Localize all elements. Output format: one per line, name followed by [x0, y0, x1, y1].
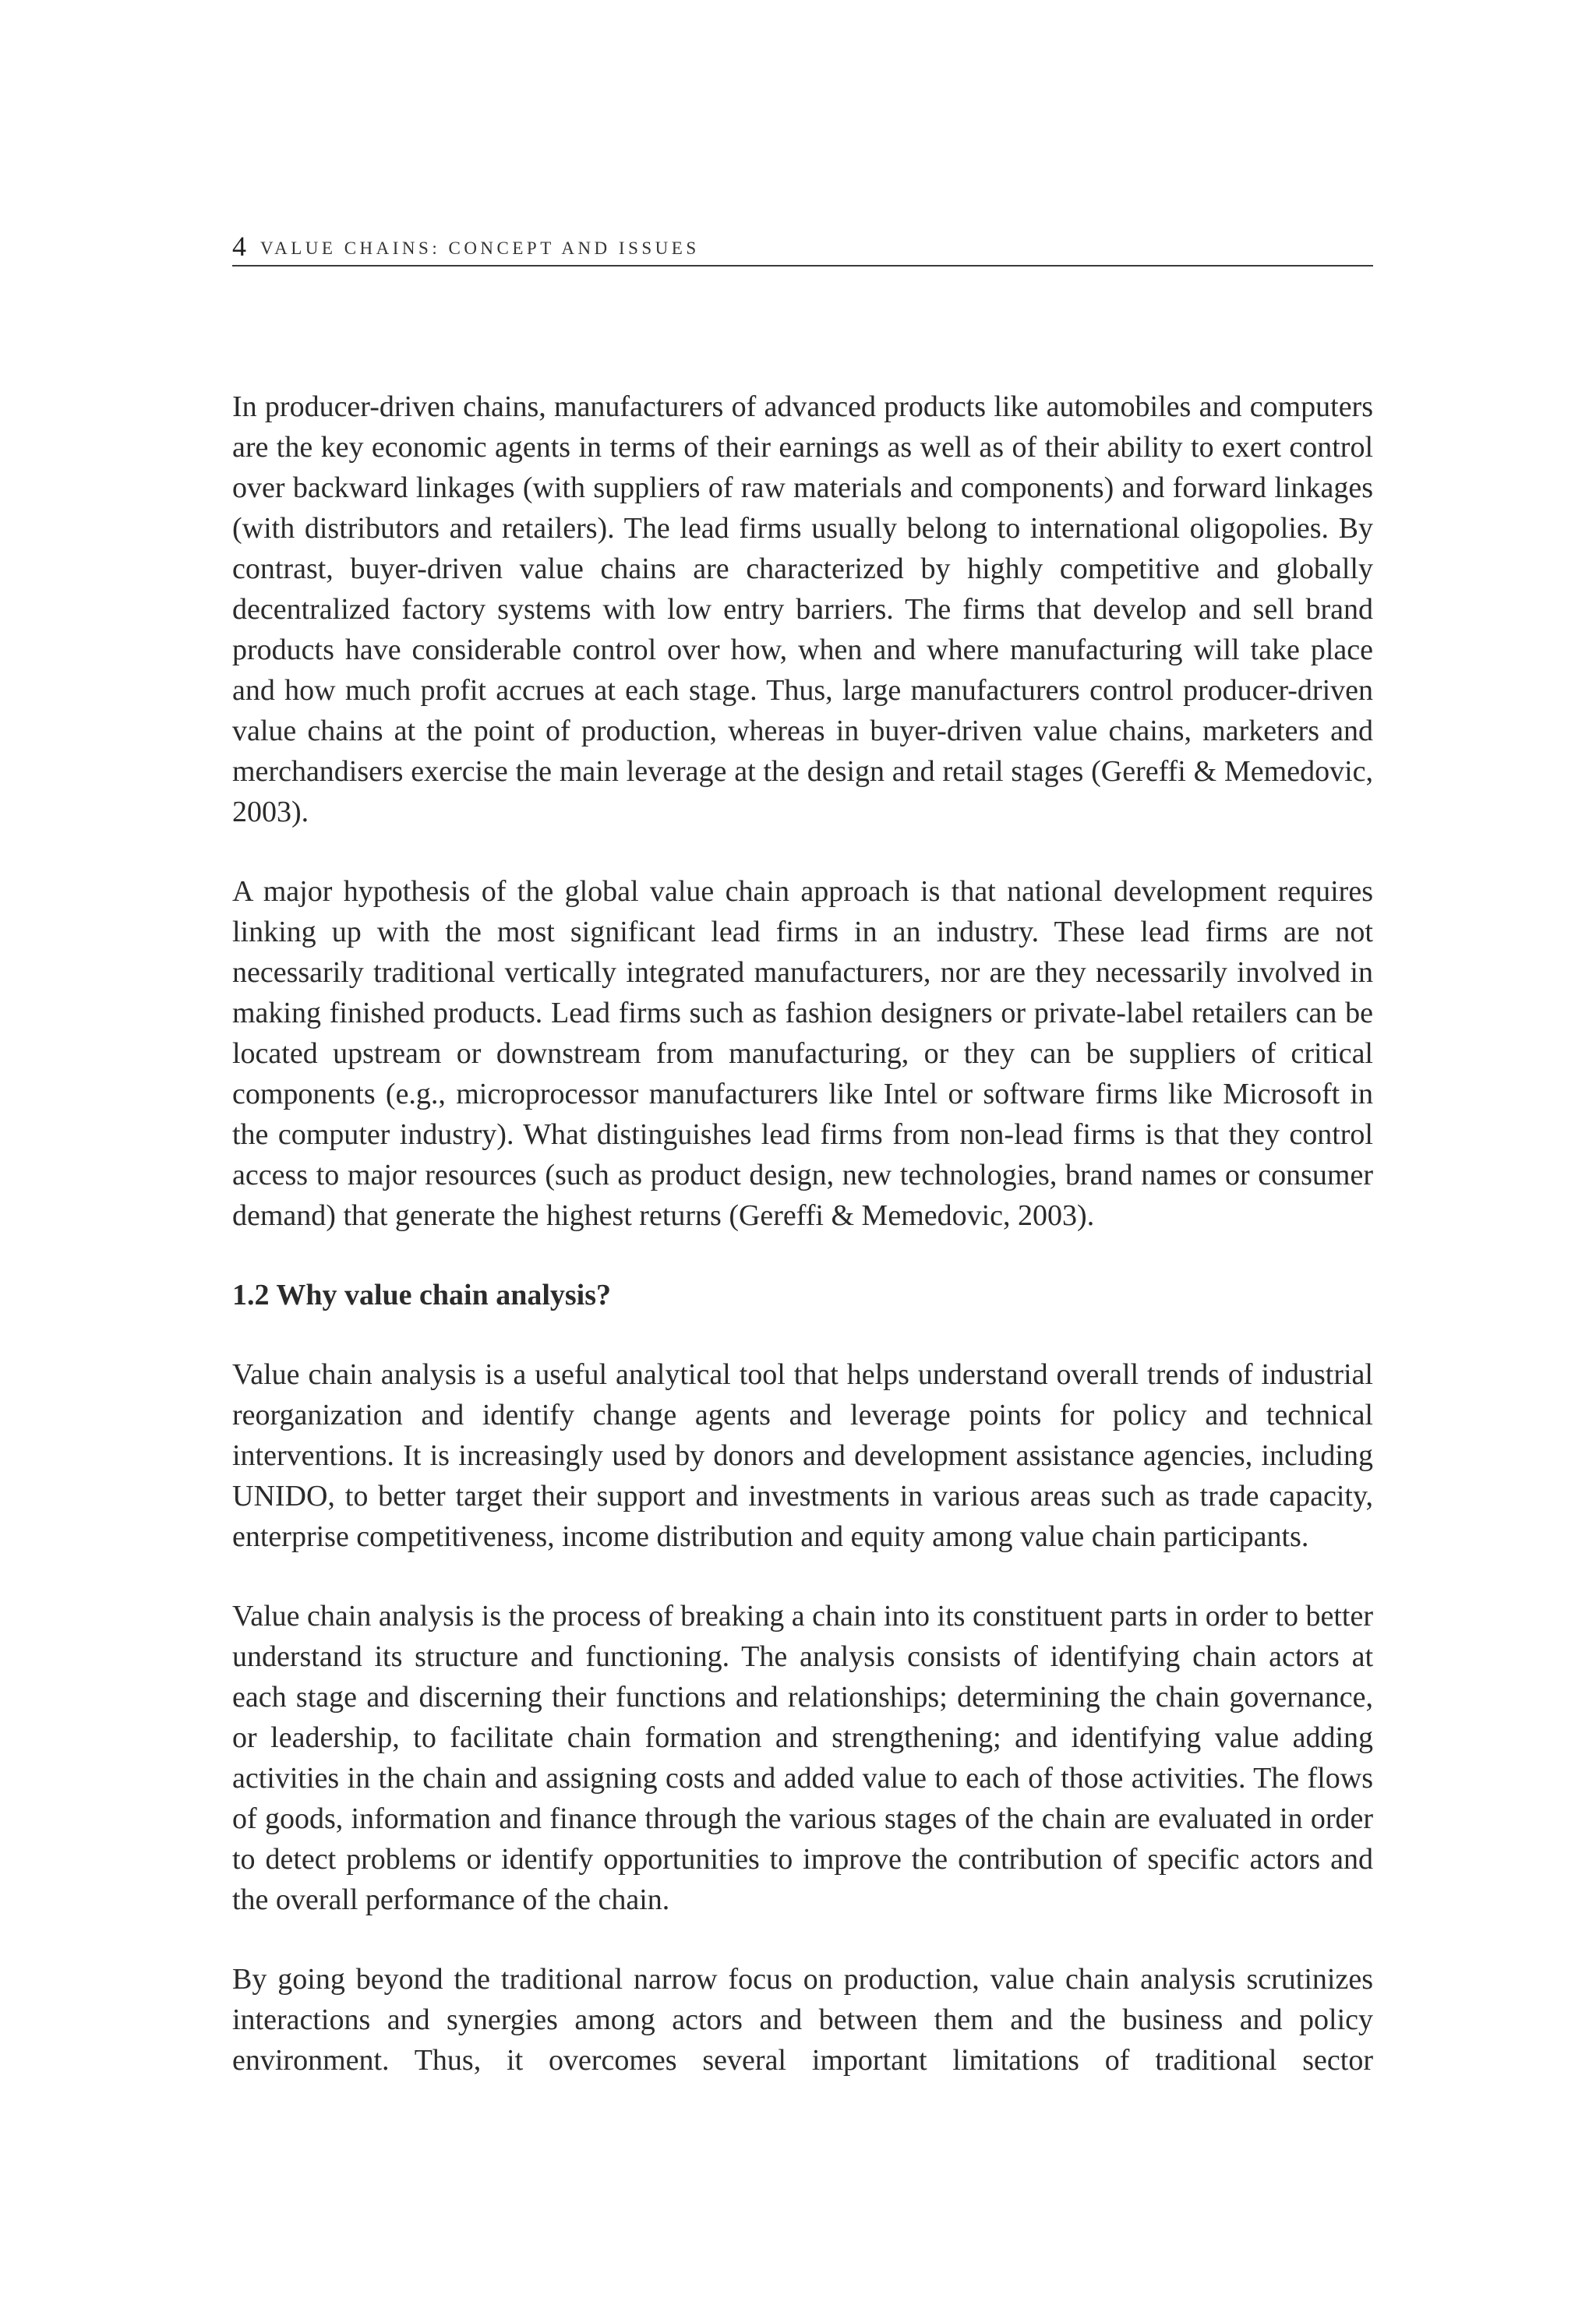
page-number: 4: [232, 231, 246, 262]
paragraph-analysis-process: Value chain analysis is the process of breaking a chain into its constituent parts in order to better understand its structure and functioning. The analysis consists of identifying chain actors at each stage and discerning their functions and relationships; determining the chain governance, or leadership, to facilitate chain formation and strengthening; and identifying value adding activities in the chain and assigning costs and added value to each of those activities. The flows of goods, information and finance through the various stages of the chain are evaluated in order to detect problems or identify opportunities to improve the contribution of specific actors and the overall performance of the chain.: [232, 1600, 1373, 1916]
running-header: [232, 231, 1373, 267]
paragraph-producer-driven-chains: In producer-driven chains, manufacturers of advanced products like automobiles and computers are the key economic agents in terms of their earnings as well as of their ability to exert control over backward linkages (with suppliers of raw materials and components) and forward linkages (with distributors and retailers). The lead firms usually belong to international oligopolies. By contrast, buyer-driven value chains are characterized by highly competitive and globally decentralized factory systems with low entry barriers. The firms that develop and sell brand products have considerable control over how, when and where manufacturing will take place and how much profit accrues at each stage. Thus, large manufacturers control producer-driven value chains at the point of production, whereas in buyer-driven value chains, marketers and merchandisers exercise the main leverage at the design and retail stages (Gereffi & Memedovic, 2003).: [232, 390, 1373, 828]
paragraph-global-value-chain-hypothesis: A major hypothesis of the global value chain approach is that national development requires linking up with the most significant lead firms in an industry. These lead firms are not necessarily traditional vertically integrated manufacturers, nor are they necessarily involved in making finished products. Lead firms such as fashion designers or private-label retailers can be located upstream or downstream from manufacturing, or they can be suppliers of critical components (e.g., microprocessor manufacturers like Intel or software firms like Microsoft in the computer industry). What distinguishes lead firms from non-lead firms is that they control access to major resources (such as product design, new technologies, brand names or consumer demand) that generate the highest returns (Gereffi & Memedovic, 2003).: [232, 875, 1373, 1232]
paragraph-analytical-tool: Value chain analysis is a useful analytical tool that helps understand overall trends of industrial reorganization and identify change agents and leverage points for policy and technical interventions. It is increasingly used by donors and development assistance agencies, including UNIDO, to better target their support and investments in various areas such as trade capacity, enterprise competitiveness, income distribution and equity among value chain participants.: [232, 1358, 1373, 1553]
section-heading: 1.2 Why value chain analysis?: [232, 1279, 612, 1311]
body-text: [232, 387, 1373, 2081]
running-title: VALUE CHAINS: CONCEPT AND ISSUES: [260, 238, 700, 258]
paragraph-beyond-production: By going beyond the traditional narrow focus on production, value chain analysis scrutinizes interactions and synergies among actors and between them and the business and policy environment. Thus, it overcomes several important limitations of traditional sector: [232, 1963, 1373, 2077]
